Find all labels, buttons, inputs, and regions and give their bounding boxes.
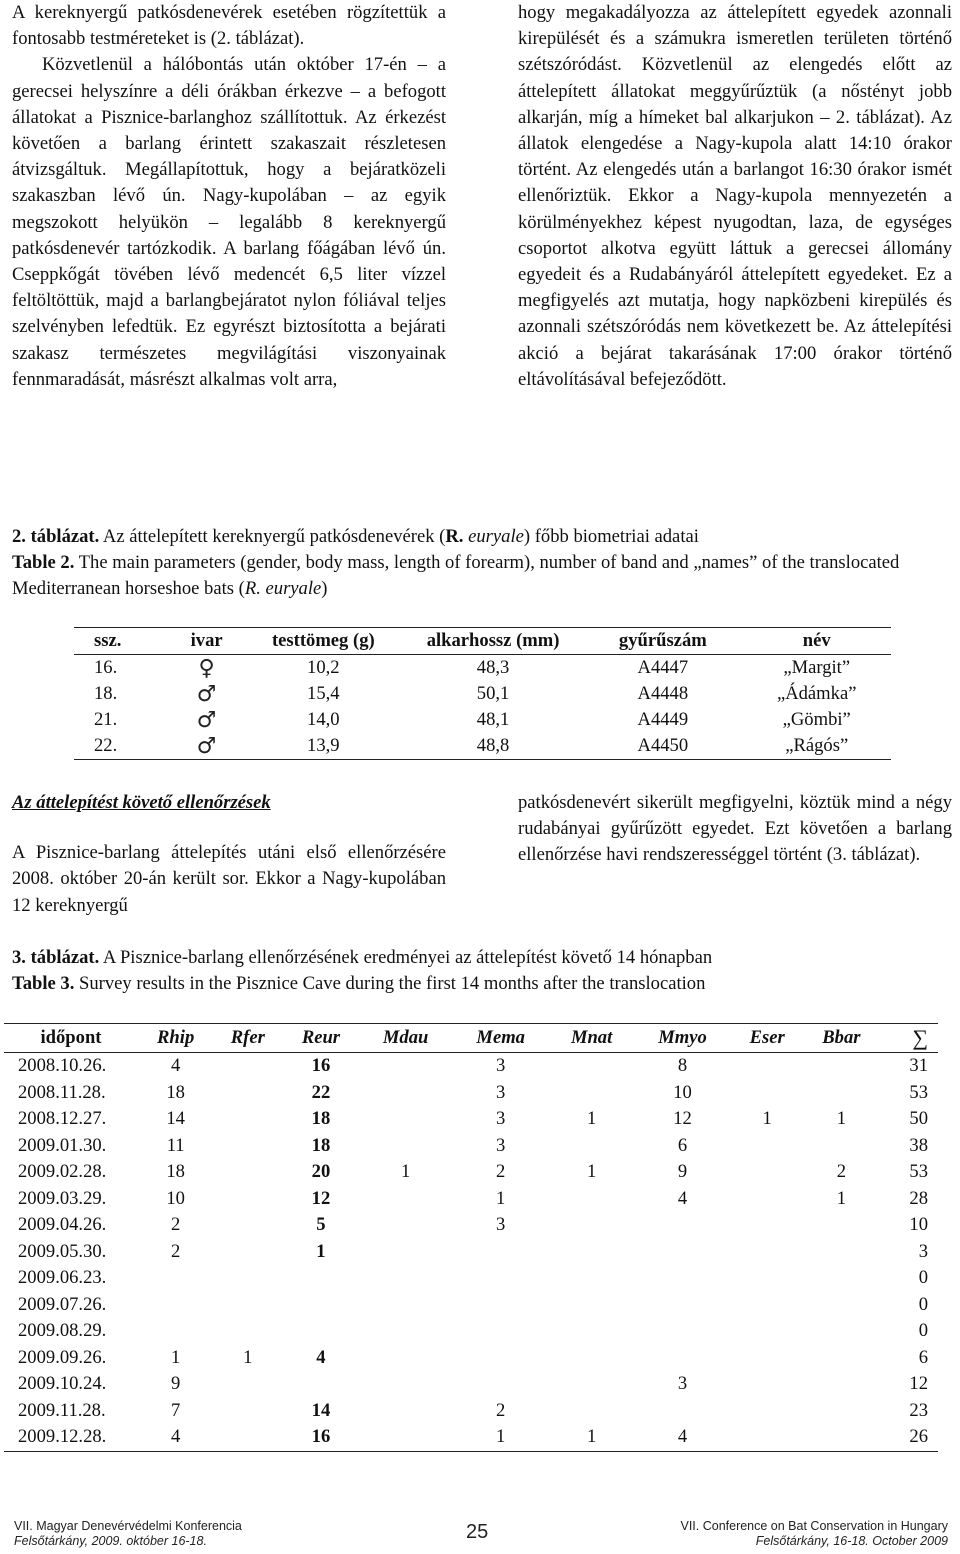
count-cell: 1 [452, 1424, 550, 1451]
count-cell: 14 [166, 1108, 185, 1130]
cell: „Margit” [783, 657, 851, 678]
count-cell: 10 [673, 1081, 692, 1103]
sum-cell: 3 [918, 1240, 928, 1262]
count-cell: 1 [836, 1187, 847, 1209]
count-cell [213, 1239, 282, 1266]
count-cell [360, 1080, 452, 1107]
count-cell [633, 1212, 731, 1239]
count-cell: 3 [496, 1134, 506, 1156]
count-cell: 5 [316, 1214, 326, 1236]
cell: „Ádámka” [776, 683, 857, 704]
count-cell [452, 1318, 550, 1345]
conference-place-date-text: Felsőtárkány, 2009. október 16-18. [14, 1534, 207, 1548]
count-cell [732, 1212, 803, 1239]
caption-text: ) főbb biometriai adatai [523, 526, 699, 547]
sum-icon: ∑ [880, 1024, 938, 1053]
count-cell [213, 1371, 282, 1398]
footer-left [14, 1519, 242, 1549]
table-row [4, 1318, 938, 1345]
caption-text: The main parameters (gender, body mass, length of forearm), number of band and „names” of the translocated Mediterranean horseshoe bats ( [12, 552, 900, 599]
sum-cell: 31 [909, 1055, 928, 1077]
count-cell [732, 1371, 803, 1398]
count-cell [732, 1080, 803, 1107]
text-column-mid-right [518, 790, 952, 869]
table-row [74, 681, 891, 707]
count-cell [732, 1133, 803, 1160]
count-cell [550, 1133, 634, 1160]
count-cell: 7 [171, 1399, 181, 1421]
count-cell [360, 1345, 452, 1372]
count-cell [452, 1265, 550, 1292]
count-cell [732, 1318, 803, 1345]
cell: 48,8 [403, 733, 583, 760]
count-cell: 1 [171, 1346, 181, 1368]
count-cell [360, 1318, 452, 1345]
caption-species-italic: euryale [468, 526, 524, 547]
count-cell [803, 1424, 880, 1451]
male-symbol-icon: ♂ [196, 681, 217, 707]
column-header: ssz. [74, 628, 169, 655]
paragraph: hogy megakadályozza az áttelepített egyedek azonnali kirepülését és a számukra ismeretlen területen történő szétszóródást. Közvetlenül az elengedés előtt az áttelepített állatokat meggyűrűztük (a nőstényt jobb alkarján, míg a hímeket bal alkarjukon – 2. táblázat). Az állatok elengedése a Nagy-kupola alatt 14:10 órakor történt. Az elengedés után a barlangot 16:30 órakor ismét ellenőriztük. Ekkor a Nagy-kupola mennyezetén a körülményekhez képest nyugodtan, laza, de egységes csoportot alkotva együtt láttuk a gerecsei állomány egyedeit és a Rudabányáról áttelepített egyedeket. Ez a megfigyelés azt mutatja, hogy napközbeni kirepülés és azonnali szétszóródás nem következett be. Az áttelepítési akció a bejárat takarásának 17:00 órakor történő eltávolításával befejeződött. [518, 2, 952, 390]
cell: 16. [94, 657, 118, 678]
sum-cell: 0 [918, 1293, 928, 1315]
count-cell [360, 1133, 452, 1160]
table-row [4, 1106, 938, 1133]
count-cell [732, 1345, 803, 1372]
count-cell [803, 1053, 880, 1080]
caption-text: Az áttelepített kereknyergű patkósdenevérek ( [99, 526, 446, 547]
count-cell [550, 1186, 634, 1213]
date-cell: 2009.02.28. [18, 1161, 107, 1183]
count-cell [282, 1292, 359, 1319]
caption-species: R. [445, 526, 464, 547]
count-cell [732, 1292, 803, 1319]
cell: 14,0 [307, 709, 340, 730]
count-cell: 3 [496, 1108, 506, 1130]
table-row [4, 1239, 938, 1266]
count-cell: 3 [496, 1214, 506, 1236]
table-row [74, 655, 891, 682]
column-header: Rhip [138, 1024, 213, 1053]
count-cell [732, 1159, 803, 1186]
sum-cell: 10 [909, 1214, 928, 1236]
count-cell [282, 1318, 359, 1345]
cell: „Gömbi” [782, 709, 851, 730]
count-cell [550, 1292, 634, 1319]
count-cell: 12 [311, 1187, 331, 1209]
count-cell: 1 [550, 1424, 634, 1451]
cell: A4449 [637, 709, 689, 730]
count-cell: 3 [677, 1373, 688, 1395]
count-cell [213, 1265, 282, 1292]
cell: A4447 [637, 657, 689, 678]
count-cell [213, 1398, 282, 1425]
date-cell: 2008.11.28. [18, 1081, 106, 1103]
count-cell [803, 1345, 880, 1372]
count-cell: 9 [677, 1161, 688, 1183]
cell: 18. [94, 683, 118, 704]
column-header: időpont [4, 1024, 138, 1053]
sum-cell: 26 [880, 1424, 938, 1451]
table-row [4, 1345, 938, 1372]
paragraph: patkósdenevért sikerült megfigyelni, köztük mind a négy rudabányai gyűrűzött egyedet. Ezt követően a barlang ellenőrzése havi rendszerességgel történt (3. táblázat). [518, 792, 952, 866]
sum-cell: 0 [918, 1320, 928, 1342]
section-title: Az áttelepítést követő ellenőrzések [12, 792, 271, 813]
date-cell: 2009.12.28. [4, 1424, 138, 1451]
date-cell: 2009.05.30. [18, 1240, 107, 1262]
count-cell: 4 [316, 1346, 326, 1368]
count-cell [803, 1265, 880, 1292]
table2 [74, 627, 891, 760]
count-cell [803, 1239, 880, 1266]
table-row [4, 1371, 938, 1398]
sum-cell: 53 [909, 1161, 928, 1183]
count-cell [213, 1053, 282, 1080]
count-cell: 1 [400, 1161, 411, 1183]
count-cell: 4 [138, 1424, 213, 1451]
table-row [4, 1265, 938, 1292]
count-cell [138, 1318, 213, 1345]
column-header: ivar [169, 628, 243, 655]
table3-caption-hungarian [12, 945, 952, 971]
count-cell: 18 [311, 1134, 331, 1156]
count-cell: 3 [496, 1055, 506, 1077]
conference-name-english: VII. Conference on Bat Conservation in Hungary [680, 1519, 948, 1533]
date-cell: 2009.01.30. [18, 1134, 107, 1156]
count-cell: 1 [243, 1346, 253, 1368]
table-row [74, 707, 891, 733]
cell: 13,9 [244, 733, 403, 760]
count-cell [360, 1292, 452, 1319]
count-cell: 12 [673, 1108, 692, 1130]
conference-place-date [14, 1534, 242, 1549]
table-row [4, 1133, 938, 1160]
count-cell [213, 1080, 282, 1107]
count-cell [550, 1265, 634, 1292]
table2-caption-english [12, 550, 952, 602]
male-symbol-icon: ♂ [169, 733, 243, 760]
count-cell [360, 1239, 452, 1266]
paragraph: Közvetlenül a hálóbontás után október 17-én – a gerecsei helyszínre a déli órákban érkezve – a befogott állatokat a Pisznice-barlanghoz szállítottuk. Az érkezést követően a barlang érintett szakaszait részletesen átvizsgáltuk. Megállapítottuk, hogy a bejáratközeli szakaszban lévő ún. Nagy-kupolában – az egyik megszokott helyükön – legalább 8 kereknyergű patkósdenevér tartózkodik. A barlang főágában lévő ún. Cseppkőgát tövében lévő medencét 6,5 liter vízzel feltöltöttük, majd a barlangbejáratot nylon fóliával teljes szelvényben lefedtük. Ez egyrészt biztosította a bejárati szakasz természetes megvilágítási viszonyainak fennmaradását, másrészt alkalmas volt arra, [12, 54, 446, 390]
count-cell: 11 [166, 1134, 185, 1156]
count-cell [732, 1186, 803, 1213]
table-header-row [4, 1024, 938, 1053]
count-cell: 2 [496, 1161, 506, 1183]
caption-species-italic: R. euryale [244, 578, 322, 599]
count-cell: 22 [311, 1081, 331, 1103]
count-cell [452, 1371, 550, 1398]
count-cell [360, 1371, 452, 1398]
cell: A4450 [583, 733, 742, 760]
caption-text: Survey results in the Pisznice Cave during the first 14 months after the translocation [74, 973, 706, 994]
text-column-mid-left [12, 790, 446, 919]
count-cell [633, 1265, 731, 1292]
count-cell: 18 [166, 1081, 185, 1103]
cell: 21. [94, 709, 118, 730]
caption-label: 2. táblázat. [12, 526, 100, 547]
table-row [74, 733, 891, 760]
caption-label: Table 3. [12, 973, 75, 994]
sum-cell: 50 [909, 1108, 928, 1130]
cell: 48,3 [476, 657, 510, 678]
date-cell: 2009.09.26. [18, 1346, 107, 1368]
count-cell [732, 1265, 803, 1292]
count-cell: 16 [311, 1055, 331, 1077]
count-cell: 1 [836, 1108, 847, 1130]
count-cell: 1 [762, 1108, 772, 1130]
male-symbol-icon: ♂ [196, 707, 217, 733]
count-cell: 6 [677, 1134, 688, 1156]
cell: 15,4 [307, 683, 340, 704]
count-cell [550, 1398, 634, 1425]
column-header: gyűrűszám [583, 628, 742, 655]
table-row [4, 1424, 938, 1451]
count-cell [213, 1133, 282, 1160]
text-column-top-left [12, 0, 446, 393]
count-cell: 3 [496, 1081, 506, 1103]
cell: 48,1 [476, 709, 510, 730]
date-cell: 2008.10.26. [18, 1055, 107, 1077]
column-header: Mnat [550, 1024, 634, 1053]
count-cell: 2 [496, 1399, 506, 1421]
count-cell [360, 1212, 452, 1239]
footer-right [680, 1519, 948, 1549]
count-cell: 20 [311, 1161, 331, 1183]
count-cell [550, 1239, 634, 1266]
count-cell [633, 1345, 731, 1372]
count-cell [550, 1080, 634, 1107]
table-row [4, 1398, 938, 1425]
table-row [4, 1159, 938, 1186]
column-header: Rfer [213, 1024, 282, 1053]
count-cell: 18 [311, 1108, 331, 1130]
count-cell [213, 1424, 282, 1451]
cell: 22. [74, 733, 169, 760]
sum-cell: 38 [909, 1134, 928, 1156]
count-cell: 10 [166, 1187, 185, 1209]
conference-place-date-english [680, 1534, 948, 1549]
paragraph: A kereknyergű patkósdenevérek esetében rögzítettük a fontosabb testméreteket is (2. táblázat). [12, 2, 446, 50]
date-cell: 2009.06.23. [18, 1267, 107, 1289]
sum-cell: 6 [918, 1346, 928, 1368]
date-cell: 2008.12.27. [18, 1108, 107, 1130]
table-row [4, 1212, 938, 1239]
date-cell: 2009.03.29. [18, 1187, 107, 1209]
text-column-top-right [518, 0, 952, 393]
count-cell [550, 1053, 634, 1080]
table-row [4, 1186, 938, 1213]
count-cell [452, 1239, 550, 1266]
date-cell: 2009.10.24. [18, 1373, 107, 1395]
count-cell [282, 1371, 359, 1398]
table3-caption-english [12, 971, 952, 997]
count-cell: 2 [171, 1240, 181, 1262]
caption-label: Table 2. [12, 552, 75, 573]
count-cell [360, 1186, 452, 1213]
count-cell: 4 [633, 1424, 731, 1451]
cell: „Rágós” [742, 733, 891, 760]
date-cell: 2009.08.29. [18, 1320, 107, 1342]
column-header: Eser [732, 1024, 803, 1053]
caption-text: A Pisznice-barlang ellenőrzésének eredményei az áttelepítést követő 14 hónapban [99, 947, 713, 968]
count-cell [360, 1106, 452, 1133]
count-cell [360, 1424, 452, 1451]
column-header: név [742, 628, 891, 655]
paragraph: A Pisznice-barlang áttelepítés utáni első ellenőrzésére 2008. október 20-án került sor. Ekkor a Nagy-kupolában 12 kereknyergű [12, 842, 446, 916]
count-cell [452, 1345, 550, 1372]
column-header: Mema [452, 1024, 550, 1053]
date-cell: 2009.11.28. [18, 1399, 106, 1421]
cell: 10,2 [307, 657, 340, 678]
count-cell: 1 [316, 1240, 326, 1262]
count-cell [732, 1239, 803, 1266]
count-cell: 1 [586, 1161, 597, 1183]
caption-text: ) [321, 578, 328, 599]
cell: A4448 [637, 683, 689, 704]
count-cell [213, 1292, 282, 1319]
count-cell [550, 1318, 634, 1345]
count-cell [732, 1053, 803, 1080]
count-cell [803, 1080, 880, 1107]
count-cell [633, 1292, 731, 1319]
count-cell: 2 [171, 1214, 181, 1236]
count-cell [550, 1212, 634, 1239]
count-cell: 8 [677, 1055, 688, 1077]
table3 [4, 1023, 938, 1452]
cell: 50,1 [476, 683, 510, 704]
count-cell [360, 1265, 452, 1292]
sum-cell: 12 [909, 1373, 928, 1395]
count-cell [803, 1318, 880, 1345]
count-cell [550, 1345, 634, 1372]
count-cell: 14 [311, 1399, 331, 1421]
column-header: Mmyo [633, 1024, 731, 1053]
count-cell: 9 [171, 1373, 181, 1395]
count-cell [282, 1265, 359, 1292]
sum-cell: 28 [909, 1187, 928, 1209]
table-header-row [74, 628, 891, 655]
count-cell: 4 [171, 1055, 181, 1077]
table3-caption [12, 945, 952, 997]
count-cell: 2 [836, 1161, 847, 1183]
count-cell [732, 1398, 803, 1425]
table-row [4, 1292, 938, 1319]
count-cell [803, 1133, 880, 1160]
count-cell [803, 1398, 880, 1425]
sum-cell: 0 [918, 1267, 928, 1289]
count-cell [213, 1159, 282, 1186]
conference-place-date-english-text: Felsőtárkány, 16-18. October 2009 [755, 1534, 948, 1548]
count-cell [213, 1106, 282, 1133]
count-cell [550, 1371, 634, 1398]
count-cell: 4 [677, 1187, 688, 1209]
count-cell [213, 1318, 282, 1345]
caption-label: 3. táblázat. [12, 947, 100, 968]
count-cell [452, 1292, 550, 1319]
count-cell [360, 1053, 452, 1080]
count-cell: 16 [282, 1424, 359, 1451]
count-cell [213, 1186, 282, 1213]
date-cell: 2009.07.26. [18, 1293, 107, 1315]
count-cell: 1 [586, 1108, 597, 1130]
count-cell [633, 1239, 731, 1266]
count-cell [213, 1212, 282, 1239]
count-cell [633, 1398, 731, 1425]
count-cell [633, 1318, 731, 1345]
count-cell [732, 1424, 803, 1451]
page-number: 25 [466, 1521, 489, 1543]
table2-caption-hungarian [12, 524, 952, 550]
table2-caption [12, 524, 952, 602]
count-cell [138, 1292, 213, 1319]
column-header: Bbar [803, 1024, 880, 1053]
count-cell [138, 1265, 213, 1292]
conference-name: VII. Magyar Denevérvédelmi Konferencia [14, 1519, 242, 1533]
count-cell [360, 1398, 452, 1425]
sum-cell: 53 [909, 1081, 928, 1103]
column-header: alkarhossz (mm) [403, 628, 583, 655]
count-cell: 18 [166, 1161, 185, 1183]
count-cell [803, 1292, 880, 1319]
column-header: Mdau [360, 1024, 452, 1053]
column-header: Reur [282, 1024, 359, 1053]
sum-cell: 23 [909, 1399, 928, 1421]
date-cell: 2009.04.26. [18, 1214, 107, 1236]
count-cell [803, 1212, 880, 1239]
table-row [4, 1053, 938, 1080]
female-symbol-icon: ♀ [198, 655, 215, 681]
count-cell: 1 [496, 1187, 506, 1209]
count-cell [803, 1371, 880, 1398]
table-row [4, 1080, 938, 1107]
column-header: testtömeg (g) [244, 628, 403, 655]
